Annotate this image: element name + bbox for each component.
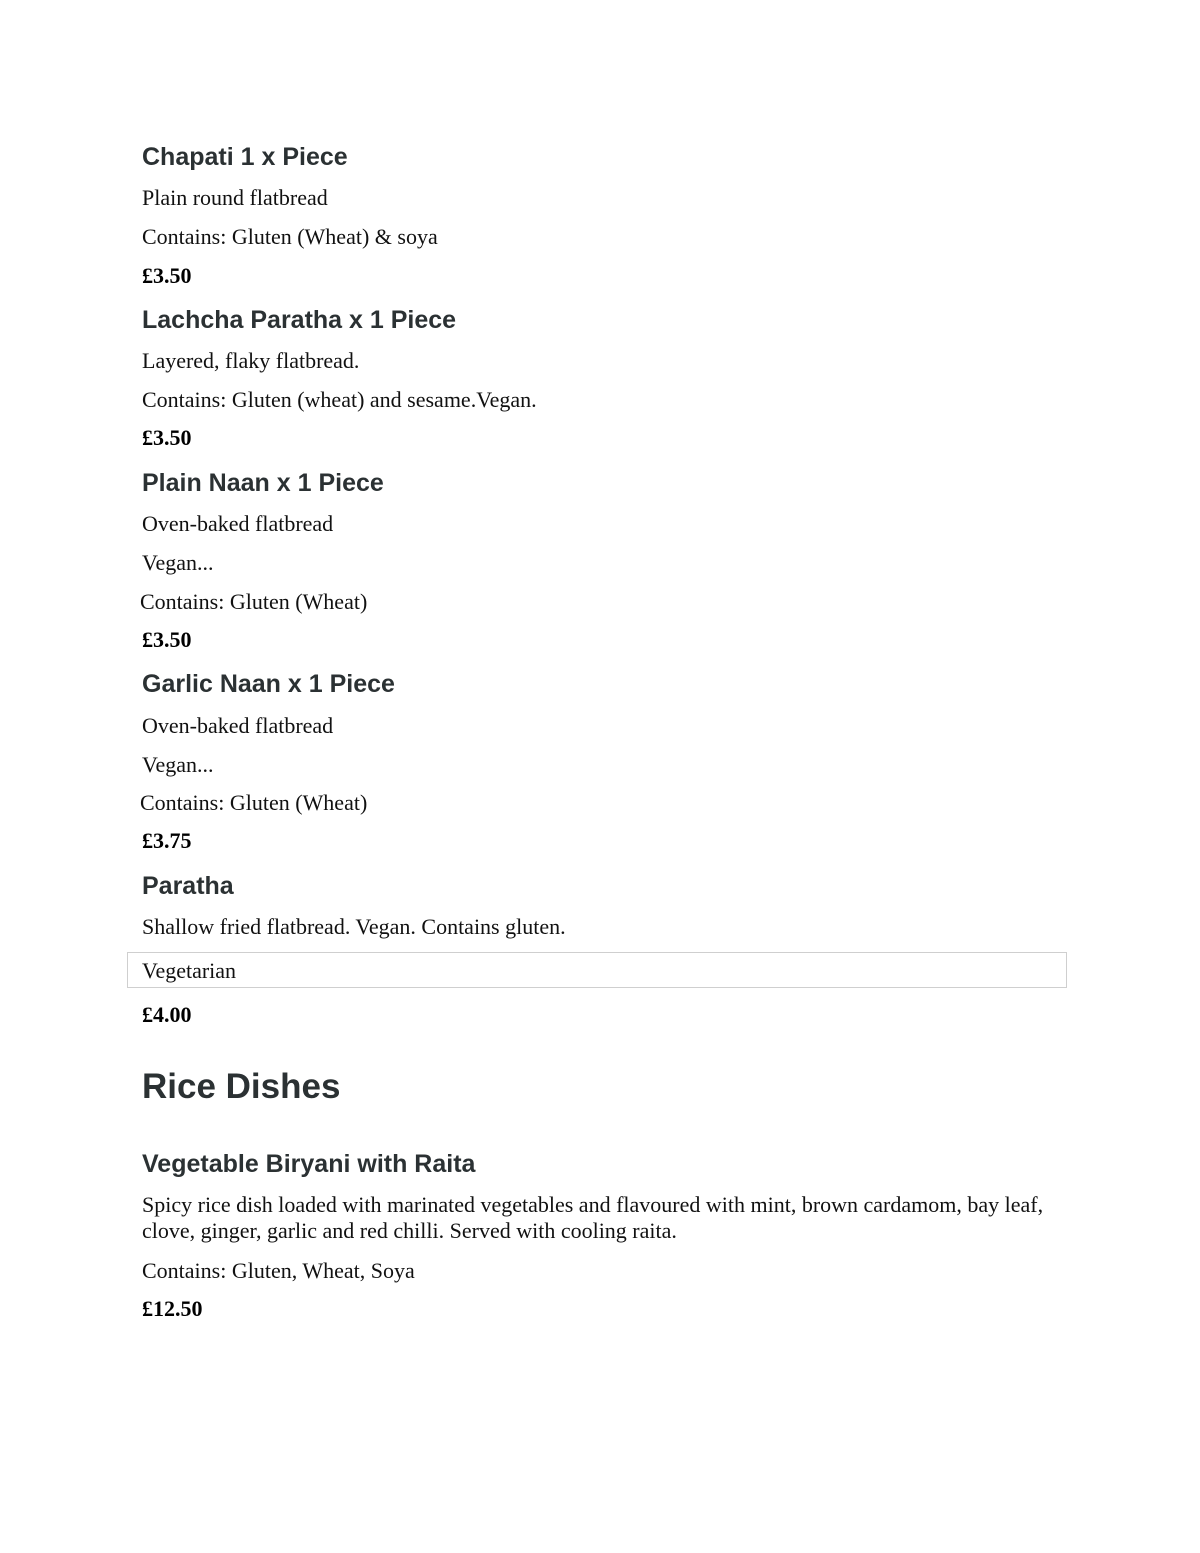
item-description-plain-naan: Oven-baked flatbread [142,511,334,536]
item-title-paratha: Paratha [142,872,234,900]
item-allergens-vegetable-biryani: Contains: Gluten, Wheat, Soya [142,1258,415,1283]
vegetarian-tag-box [127,952,1067,988]
item-note-garlic-naan: Vegan... [142,752,214,777]
item-description-garlic-naan: Oven-baked flatbread [142,713,334,738]
item-description-paratha: Shallow fried flatbread. Vegan. Contains gluten. [142,914,566,939]
item-price-plain-naan: £3.50 [142,627,192,652]
item-price-vegetable-biryani: £12.50 [142,1296,203,1321]
item-price-garlic-naan: £3.75 [142,828,192,853]
item-allergens-plain-naan: Contains: Gluten (Wheat) [140,589,368,614]
item-allergens-lachcha-paratha: Contains: Gluten (wheat) and sesame.Vegan. [142,387,537,412]
item-description-chapati: Plain round flatbread [142,185,328,210]
item-price-lachcha-paratha: £3.50 [142,425,192,450]
item-title-lachcha-paratha: Lachcha Paratha x 1 Piece [142,306,457,334]
item-title-vegetable-biryani: Vegetable Biryani with Raita [142,1150,476,1178]
item-note-plain-naan: Vegan... [142,550,214,575]
item-title-plain-naan: Plain Naan x 1 Piece [142,469,384,497]
item-allergens-chapati: Contains: Gluten (Wheat) & soya [142,224,438,249]
item-price-chapati: £3.50 [142,263,192,288]
item-allergens-garlic-naan: Contains: Gluten (Wheat) [140,790,368,815]
vegetarian-tag: Vegetarian [142,958,237,983]
item-description-lachcha-paratha: Layered, flaky flatbread. [142,348,360,373]
item-title-garlic-naan: Garlic Naan x 1 Piece [142,670,395,698]
item-title-chapati: Chapati 1 x Piece [142,143,348,171]
section-heading-rice-dishes: Rice Dishes [142,1067,341,1106]
item-description-vegetable-biryani: Spicy rice dish loaded with marinated vegetables and flavoured with mint, brown cardamom, bay leaf, clove, ginger, garlic and red chilli. Served with cooling raita. [142,1192,1044,1243]
item-price-paratha: £4.00 [142,1002,192,1027]
